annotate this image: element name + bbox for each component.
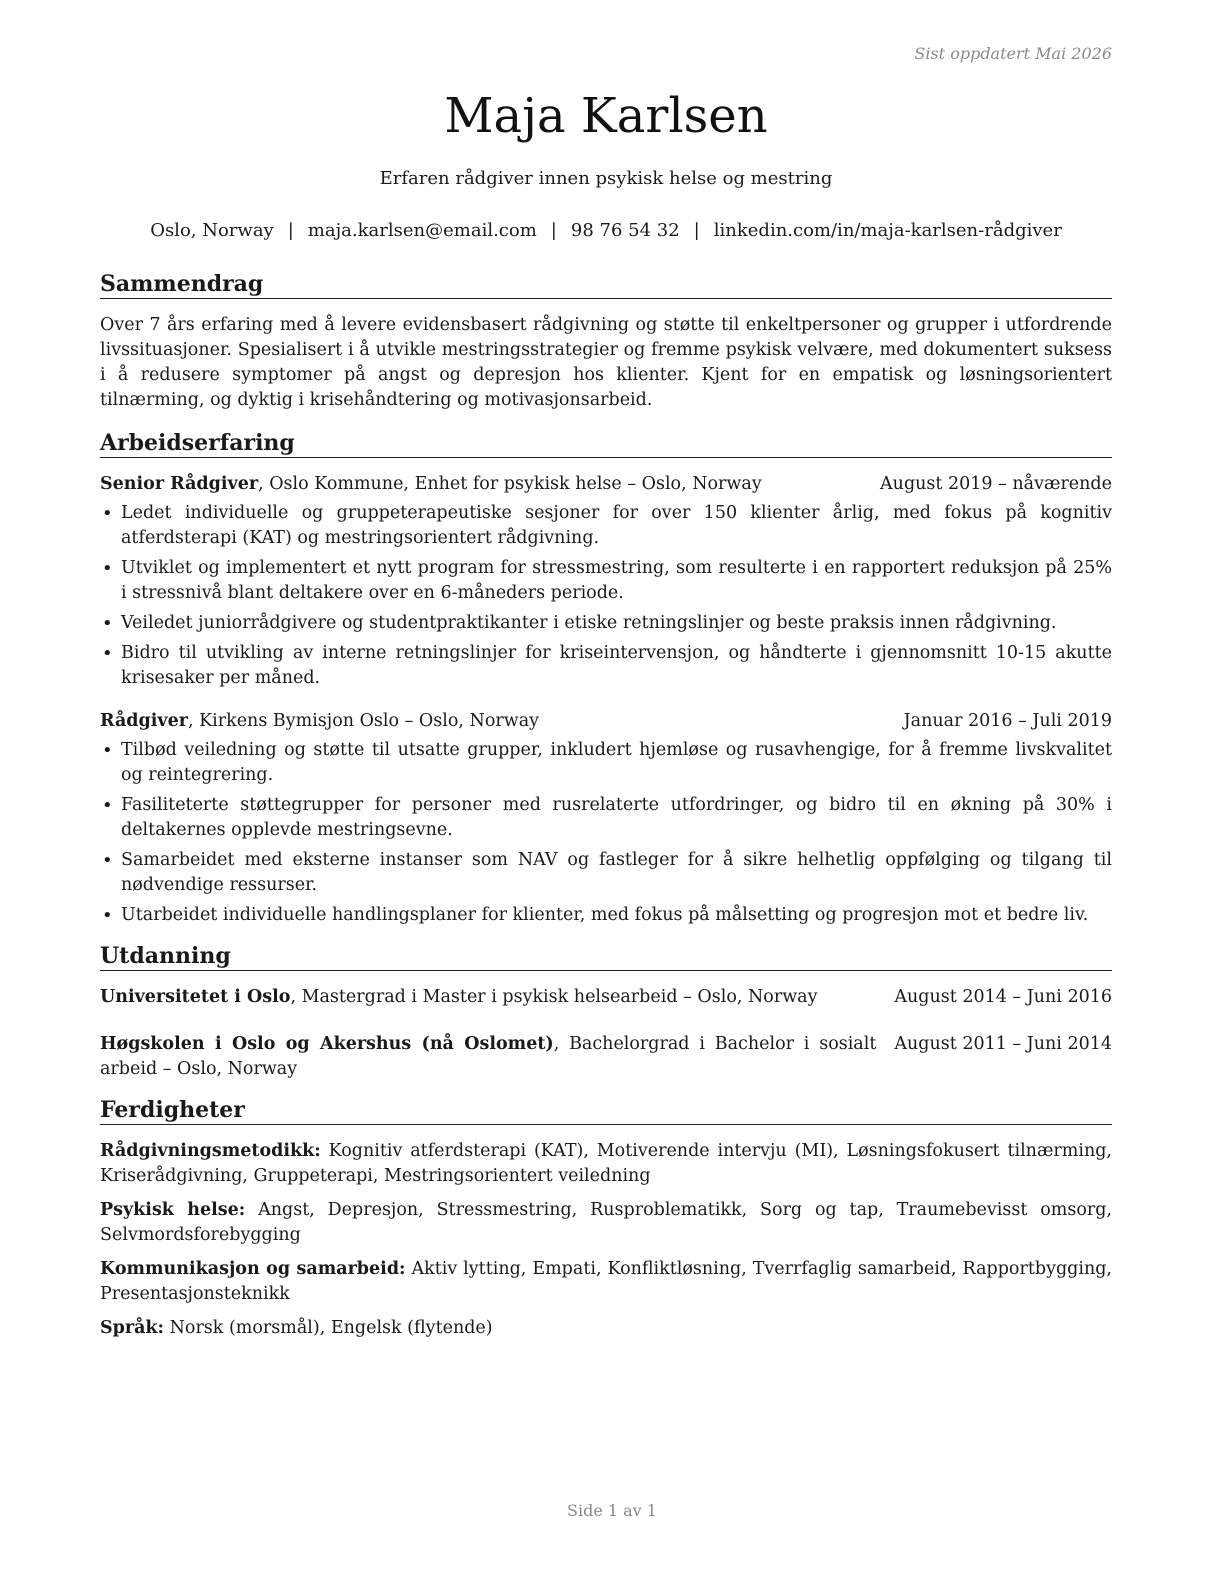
skill-label: Psykisk helse: [100, 1200, 246, 1220]
job-entry [100, 709, 1112, 928]
last-updated-note: Sist oppdatert Mai 2026 [914, 44, 1112, 63]
contact-separator: | [550, 220, 557, 241]
skill-text: Norsk (morsmål), Engelsk (flytende) [164, 1318, 493, 1338]
education-entry [100, 1032, 1112, 1082]
skill-text: Angst, Depresjon, Stressmestring, Rusproblematikk, Sorg og tap, Traumebevisst omsorg, Selvmordsforebygging [100, 1200, 1112, 1245]
bullet-item: • Utviklet og implementert et nytt program for stressmestring, som resulterte i en rapportert reduksjon på 25% i stressnivå blant deltakere over en 6-måneders periode. [100, 556, 1112, 606]
skill-group [100, 1198, 1112, 1248]
bullet-item: • Fasiliteterte støttegrupper for personer med rusrelaterte utfordringer, og bidro til en økning på 30% i deltakernes opplevde mestringsevne. [100, 793, 1112, 843]
job-title-line [100, 709, 886, 734]
bullet-item: • Bidro til utvikling av interne retningslinjer for kriseintervensjon, og håndterte i gjennomsnitt 10-15 akutte krisesaker per måned. [100, 641, 1112, 691]
bullet-item: • Ledet individuelle og gruppeterapeutiske sesjoner for over 150 klienter årlig, med fokus på kognitiv atferdsterapi (KAT) og mestringsorientert rådgivning. [100, 501, 1112, 551]
education-entry [100, 985, 1112, 1010]
contact-location: Oslo, Norway [150, 220, 274, 241]
degree-detail: , Bachelorgrad i Bachelor i sosialt arbeid – Oslo, Norway [100, 1034, 877, 1079]
experience-section [100, 429, 1112, 928]
job-header [100, 709, 1112, 734]
education-dates: August 2014 – Juni 2016 [894, 987, 1112, 1007]
skill-group [100, 1257, 1112, 1307]
section-title-experience: Arbeidserfaring [100, 429, 1112, 458]
job-role: Senior Rådgiver [100, 474, 259, 494]
section-title-summary: Sammendrag [100, 270, 1112, 299]
section-title-skills: Ferdigheter [100, 1096, 1112, 1125]
job-organization: , Oslo Kommune, Enhet for psykisk helse – Oslo, Norway [258, 474, 762, 494]
education-dates: August 2011 – Juni 2014 [894, 1034, 1112, 1054]
bullet-item: • Samarbeidet med eksterne instanser som NAV og fastleger for å sikre helhetlig oppfølging og tilgang til nødvendige ressurser. [100, 848, 1112, 898]
bullet-item: • Tilbød veiledning og støtte til utsatte grupper, inkludert hjemløse og rusavhengige, for å fremme livskvalitet og reintegrering. [100, 738, 1112, 788]
education-line [100, 1032, 876, 1082]
contact-email[interactable]: maja.karlsen@email.com [307, 220, 537, 241]
job-bullets [100, 738, 1112, 928]
skill-label: Språk: [100, 1318, 165, 1338]
job-dates: August 2019 – nåværende [880, 474, 1112, 494]
contact-linkedin[interactable]: linkedin.com/in/maja-karlsen-rådgiver [713, 220, 1062, 241]
contact-separator: | [287, 220, 294, 241]
bullet-item: • Veiledet juniorrådgivere og studentpraktikanter i etiske retningslinjer og beste praksis innen rådgivning. [100, 611, 1112, 636]
job-organization: , Kirkens Bymisjon Oslo – Oslo, Norway [187, 711, 540, 731]
tagline: Erfaren rådgiver innen psykisk helse og mestring [379, 168, 833, 189]
job-header [100, 472, 1112, 497]
person-name: Maja Karlsen [444, 88, 768, 144]
bullet-item: • Utarbeidet individuelle handlingsplaner for klienter, med fokus på målsetting og progresjon mot et bedre liv. [100, 903, 1112, 928]
skill-group [100, 1139, 1112, 1189]
skill-label: Kommunikasjon og samarbeid: [100, 1259, 406, 1279]
skill-label: Rådgivningsmetodikk: [100, 1141, 321, 1161]
summary-text: Over 7 års erfaring med å levere evidensbasert rådgivning og støtte til enkeltpersoner og grupper i utfordrende livssituasjoner. Spesialisert i å utvikle mestringsstrategier og fremme psykisk velvære, med dokumentert suksess i å redusere symptomer på angst og depresjon hos klienter. Kjent for en empatisk og løsningsorientert tilnærming, og dyktig i krisehåndtering og motivasjonsarbeid. [100, 315, 1112, 410]
skill-text: Kognitiv atferdsterapi (KAT), Motiverende intervju (MI), Løsningsfokusert tilnærming, Kriserådgivning, Gruppeterapi, Mestringsorientert veiledning [100, 1141, 1112, 1186]
section-title-education: Utdanning [100, 942, 1112, 971]
page-number: Side 1 av 1 [567, 1501, 657, 1520]
job-bullets [100, 501, 1112, 691]
job-entry [100, 472, 1112, 691]
contact-phone[interactable]: 98 76 54 32 [570, 220, 680, 241]
education-section [100, 942, 1112, 1082]
job-dates: Januar 2016 – Juli 2019 [903, 711, 1112, 731]
job-role: Rådgiver [100, 711, 188, 731]
school-name: Høgskolen i Oslo og Akershus (nå Oslomet) [100, 1034, 554, 1054]
resume-content [100, 270, 1112, 1353]
skills-section [100, 1096, 1112, 1341]
summary-section [100, 270, 1112, 413]
contact-line [100, 219, 1112, 243]
education-line [100, 985, 876, 1010]
contact-separator: | [693, 220, 700, 241]
school-name: Universitetet i Oslo [100, 987, 291, 1007]
skill-group [100, 1316, 1112, 1341]
degree-detail: , Mastergrad i Master i psykisk helsearbeid – Oslo, Norway [290, 987, 818, 1007]
skill-text: Aktiv lytting, Empati, Konfliktløsning, Tverrfaglig samarbeid, Rapportbygging, Presentasjonsteknikk [100, 1259, 1112, 1304]
job-title-line [100, 472, 862, 497]
